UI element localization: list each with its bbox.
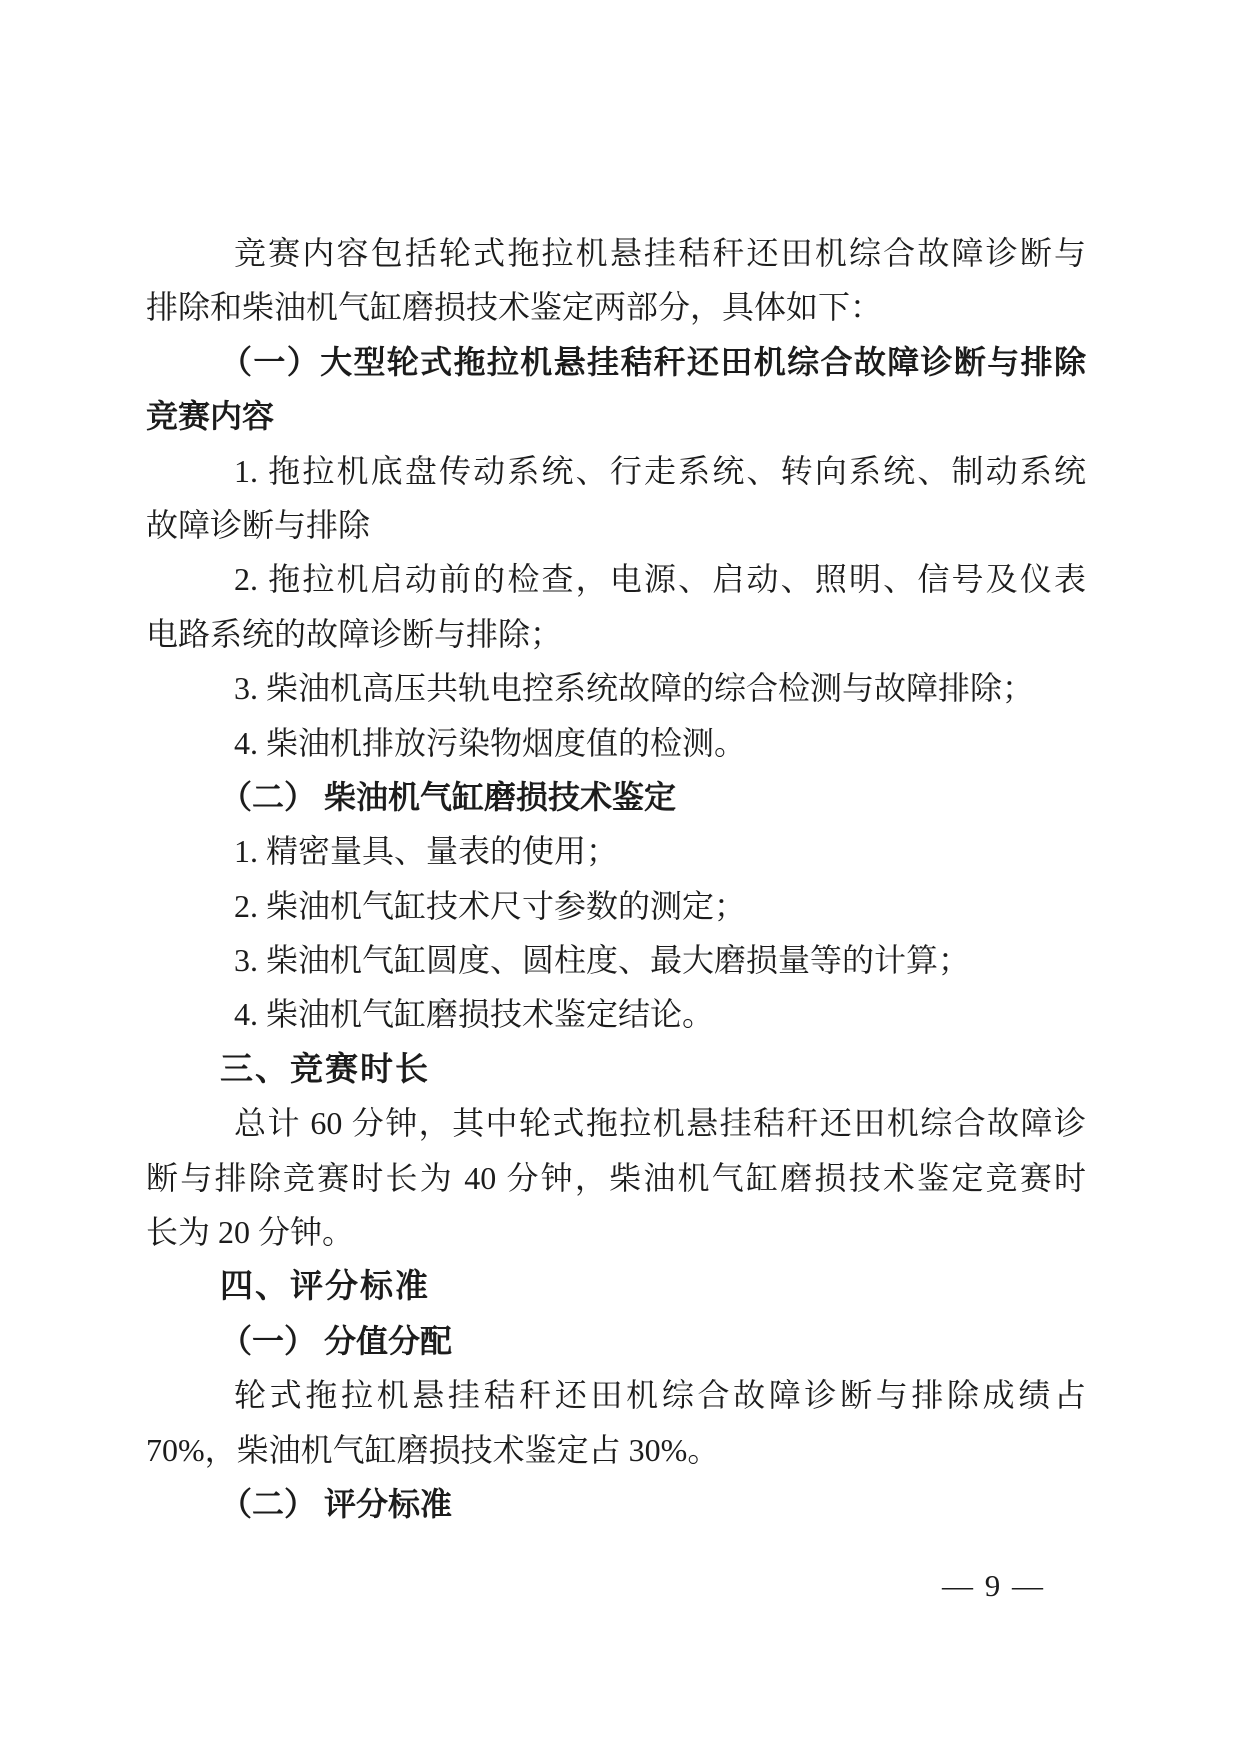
text-line: 轮式拖拉机悬挂秸秆还田机综合故障诊断与排除成绩占 (234, 1377, 1086, 1414)
subsection-heading: （一）大型轮式拖拉机悬挂秸秆还田机综合故障诊断与排除 (220, 343, 1086, 380)
subsection-heading: （二） 柴油机气缸磨损技术鉴定 (220, 778, 677, 815)
text-line: 排除和柴油机气缸磨损技术鉴定两部分，具体如下： (146, 289, 883, 326)
text-line: 故障诊断与排除 (146, 506, 371, 543)
text-line: 2. 拖拉机启动前的检查，电源、启动、照明、信号及仪表 (234, 561, 1086, 598)
section-heading: 三、竞赛时长 (220, 1049, 430, 1087)
text-line: 3. 柴油机高压共轨电控系统故障的综合检测与故障排除； (234, 670, 1035, 707)
text-line: 2. 柴油机气缸技术尺寸参数的测定； (234, 887, 747, 924)
subsection-heading: （一） 分值分配 (220, 1322, 453, 1359)
text-line: 1. 精密量具、量表的使用； (234, 833, 619, 870)
subsection-heading: （二） 评分标准 (220, 1485, 453, 1522)
text-line: 3. 柴油机气缸圆度、圆柱度、最大磨损量等的计算； (234, 942, 971, 979)
text-line: 电路系统的故障诊断与排除； (146, 615, 563, 652)
section-heading: 四、评分标准 (220, 1267, 430, 1305)
text-line: 长为 20 分钟。 (146, 1214, 355, 1251)
document-body (146, 226, 1086, 1531)
text-line: 70%，柴油机气缸磨损技术鉴定占 30%。 (146, 1431, 720, 1468)
subsection-heading: 竞赛内容 (146, 398, 275, 435)
text-line: 4. 柴油机排放污染物烟度值的检测。 (234, 724, 747, 761)
text-line: 4. 柴油机气缸磨损技术鉴定结论。 (234, 996, 715, 1033)
text-line: 总计 60 分钟，其中轮式拖拉机悬挂秸秆还田机综合故障诊 (234, 1105, 1086, 1142)
page-number: — 9 — (942, 1568, 1045, 1603)
text-line: 断与排除竞赛时长为 40 分钟，柴油机气缸磨损技术鉴定竞赛时 (146, 1159, 1086, 1196)
text-line: 竞赛内容包括轮式拖拉机悬挂秸秆还田机综合故障诊断与 (234, 235, 1086, 271)
text-line: 1. 拖拉机底盘传动系统、行走系统、转向系统、制动系统 (234, 452, 1086, 489)
